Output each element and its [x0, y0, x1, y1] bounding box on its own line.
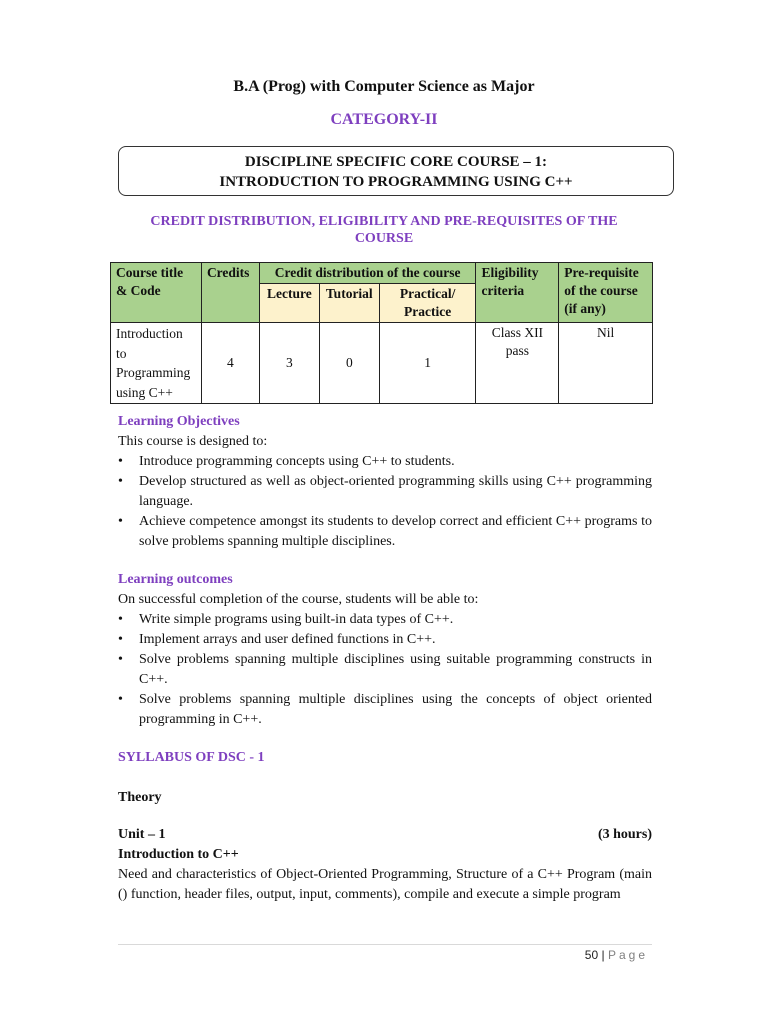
header-tutorial: Tutorial: [319, 284, 379, 323]
header-distribution: Credit distribution of the course: [259, 263, 476, 284]
unit-subtitle: Introduction to C++: [118, 847, 239, 862]
bullet-icon: •: [118, 612, 123, 627]
credit-heading-line2: COURSE: [354, 231, 414, 246]
learning-objectives-list: [118, 452, 652, 552]
header-lecture: Lecture: [259, 284, 319, 323]
cell-course-title: Introduction to Programming using C++: [111, 323, 202, 404]
learning-outcomes-heading: Learning outcomes: [118, 572, 233, 587]
unit-title: Unit – 1: [118, 827, 166, 842]
list-item: • Solve problems spanning multiple disciplines using suitable programming constructs in C++.: [118, 652, 652, 687]
credit-distribution-table: [110, 262, 653, 404]
list-item: • Introduce programming concepts using C++ to students.: [118, 452, 652, 472]
header-prerequisite: Pre-requisite of the course (if any): [559, 263, 653, 323]
bullet-icon: •: [118, 514, 123, 529]
header-practical: Practical/ Practice: [379, 284, 476, 323]
page-title: B.A (Prog) with Computer Science as Major: [233, 78, 535, 95]
cell-lecture: 3: [259, 323, 319, 404]
unit-description: Need and characteristics of Object-Oriented Programming, Structure of a C++ Program (main () function, header files, output, input, comments), compile and execute a simple program: [118, 867, 652, 902]
learning-objectives-section: [118, 412, 652, 552]
header-credits: Credits: [201, 263, 259, 323]
page-footer: [585, 948, 648, 962]
learning-objectives-heading: Learning Objectives: [118, 414, 240, 429]
cell-practical: 1: [379, 323, 476, 404]
page-label: Page: [607, 948, 648, 962]
table-row: [111, 323, 653, 404]
course-box-line1: DISCIPLINE SPECIFIC CORE COURSE – 1:: [244, 154, 548, 170]
category-heading: CATEGORY-II: [330, 111, 438, 128]
bullet-icon: •: [118, 474, 123, 489]
footer-divider: [118, 944, 652, 945]
learning-outcomes-section: [118, 570, 652, 730]
cell-tutorial: 0: [319, 323, 379, 404]
unit-hours: (3 hours): [597, 827, 652, 842]
bullet-icon: •: [118, 632, 123, 647]
header-course-title: Course title & Code: [111, 263, 202, 323]
bullet-icon: •: [118, 454, 123, 469]
learning-outcomes-intro: On successful completion of the course, students will be able to:: [118, 592, 479, 607]
list-item: • Achieve competence amongst its students to develop correct and efficient C++ programs to solve problems spanning multiple disciplines.: [118, 514, 652, 549]
header-eligibility: Eligibility criteria: [476, 263, 559, 323]
cell-prerequisite: Nil: [559, 323, 653, 404]
learning-outcomes-list: [118, 610, 652, 730]
list-item: • Develop structured as well as object-oriented programming skills using C++ programming language.: [118, 474, 652, 509]
list-item: • Write simple programs using built-in data types of C++.: [118, 610, 652, 630]
credit-distribution-heading: [0, 213, 768, 247]
unit-header: [118, 825, 652, 845]
syllabus-heading: SYLLABUS OF DSC - 1: [118, 750, 265, 765]
footer-separator: |: [601, 948, 605, 962]
cell-eligibility: Class XII pass: [476, 323, 559, 404]
learning-objectives-intro: This course is designed to:: [118, 434, 268, 449]
unit-1-section: [118, 825, 652, 905]
course-title-box: [118, 146, 674, 196]
list-item: • Implement arrays and user defined functions in C++.: [118, 630, 652, 650]
list-item: • Solve problems spanning multiple disciplines using the concepts of object oriented programming in C++.: [118, 692, 652, 727]
credit-heading-line1: CREDIT DISTRIBUTION, ELIGIBILITY AND PRE-REQUISITES OF THE: [150, 214, 618, 229]
course-box-line2: INTRODUCTION TO PROGRAMMING USING C++: [219, 174, 573, 190]
bullet-icon: •: [118, 652, 123, 667]
page-number: 50: [584, 948, 599, 962]
theory-heading: Theory: [118, 790, 162, 805]
cell-credits: 4: [201, 323, 259, 404]
bullet-icon: •: [118, 692, 123, 707]
